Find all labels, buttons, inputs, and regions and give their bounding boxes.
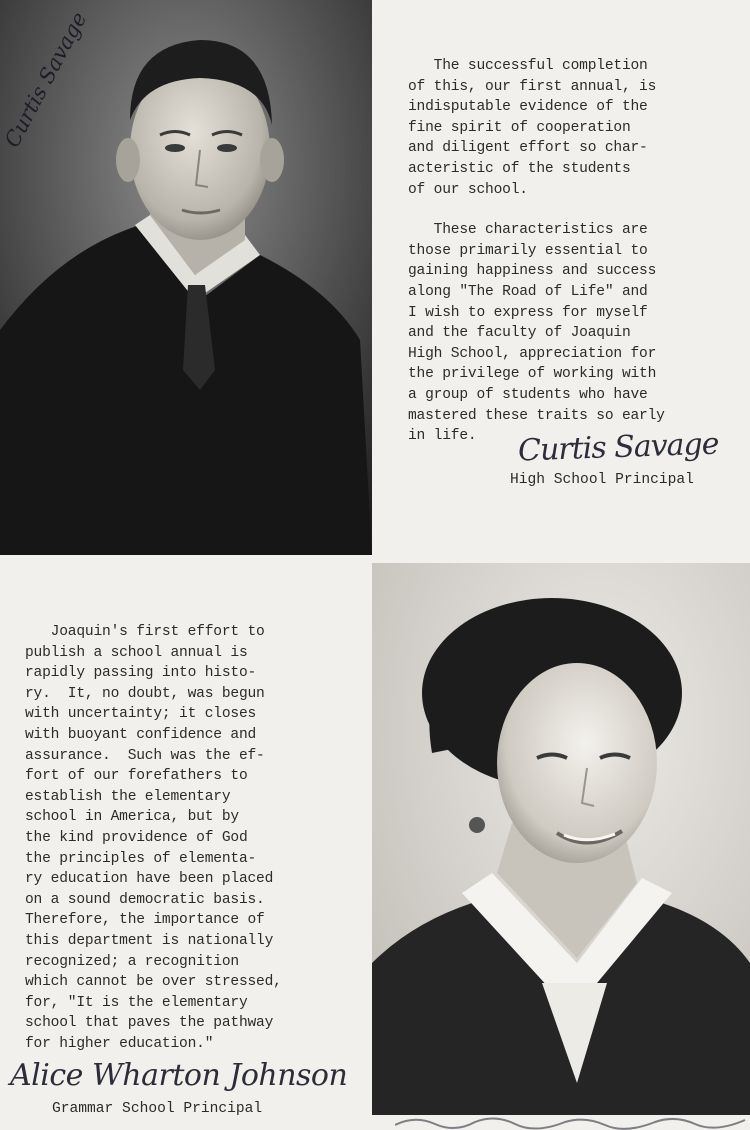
message-line: with uncertainty; it closes: [25, 706, 257, 723]
grammar-school-principal-title: Grammar School Principal: [52, 1101, 263, 1117]
message-line: with buoyant confidence and: [25, 726, 257, 743]
message-line: fine spirit of cooperation: [408, 119, 631, 136]
message-line: assurance. Such was the ef-: [25, 747, 265, 764]
message-line: I wish to express for myself: [408, 304, 648, 321]
message-line: and diligent effort so char-: [408, 140, 648, 157]
message-line: on a sound democratic basis.: [25, 891, 265, 908]
handwriting-scribble: [395, 1110, 750, 1130]
message-line: High School, appreciation for: [408, 345, 657, 362]
message-line: Joaquin's first effort to: [25, 624, 265, 640]
message-line: which cannot be over stressed,: [25, 974, 282, 991]
message-line: Therefore, the importance of: [25, 912, 265, 929]
grammar-school-principal-message: [25, 622, 345, 1054]
message-line: indisputable evidence of the: [408, 99, 648, 116]
message-line: recognized; a recognition: [25, 953, 239, 970]
grammar-school-principal-signature: Alice Wharton Johnson: [10, 1058, 348, 1093]
message-line: rapidly passing into histo-: [25, 665, 257, 682]
message-line: and the faculty of Joaquin: [408, 325, 631, 342]
message-line: school that paves the pathway: [25, 1015, 274, 1032]
message-line: the principles of elementa-: [25, 850, 257, 867]
message-line: ry education have been placed: [25, 871, 274, 888]
message-line: fort of our forefathers to: [25, 768, 248, 785]
message-line: of our school.: [408, 181, 528, 198]
message-line: acteristic of the students: [408, 160, 631, 177]
message-line: of this, our first annual, is: [408, 78, 657, 95]
message-line: The successful completion: [408, 58, 648, 74]
high-school-principal-message: [408, 56, 738, 447]
message-line: those primarily essential to: [408, 242, 648, 259]
message-line: gaining happiness and success: [408, 263, 657, 280]
message-line: publish a school annual is: [25, 644, 248, 661]
message-line: for higher education.": [25, 1035, 214, 1052]
message-line: school in America, but by: [25, 809, 239, 826]
message-line: for, "It is the elementary: [25, 994, 248, 1011]
message-line: mastered these traits so early: [408, 407, 665, 424]
message-line: a group of students who have: [408, 386, 648, 403]
message-line: along "The Road of Life" and: [408, 283, 648, 300]
message-line: the privilege of working with: [408, 366, 657, 383]
high-school-principal-signature: Curtis Savage: [517, 426, 719, 469]
message-line: establish the elementary: [25, 788, 231, 805]
message-line: this department is nationally: [25, 932, 274, 949]
photo-autograph: Curtis Savage: [0, 8, 92, 152]
message-line: the kind providence of God: [25, 829, 248, 846]
message-line: ry. It, no doubt, was begun: [25, 685, 265, 702]
message-line: These characteristics are: [408, 222, 648, 239]
message-line: in life.: [408, 428, 477, 445]
portrait-photo-woman: [372, 563, 750, 1115]
high-school-principal-title: High School Principal: [510, 472, 694, 488]
